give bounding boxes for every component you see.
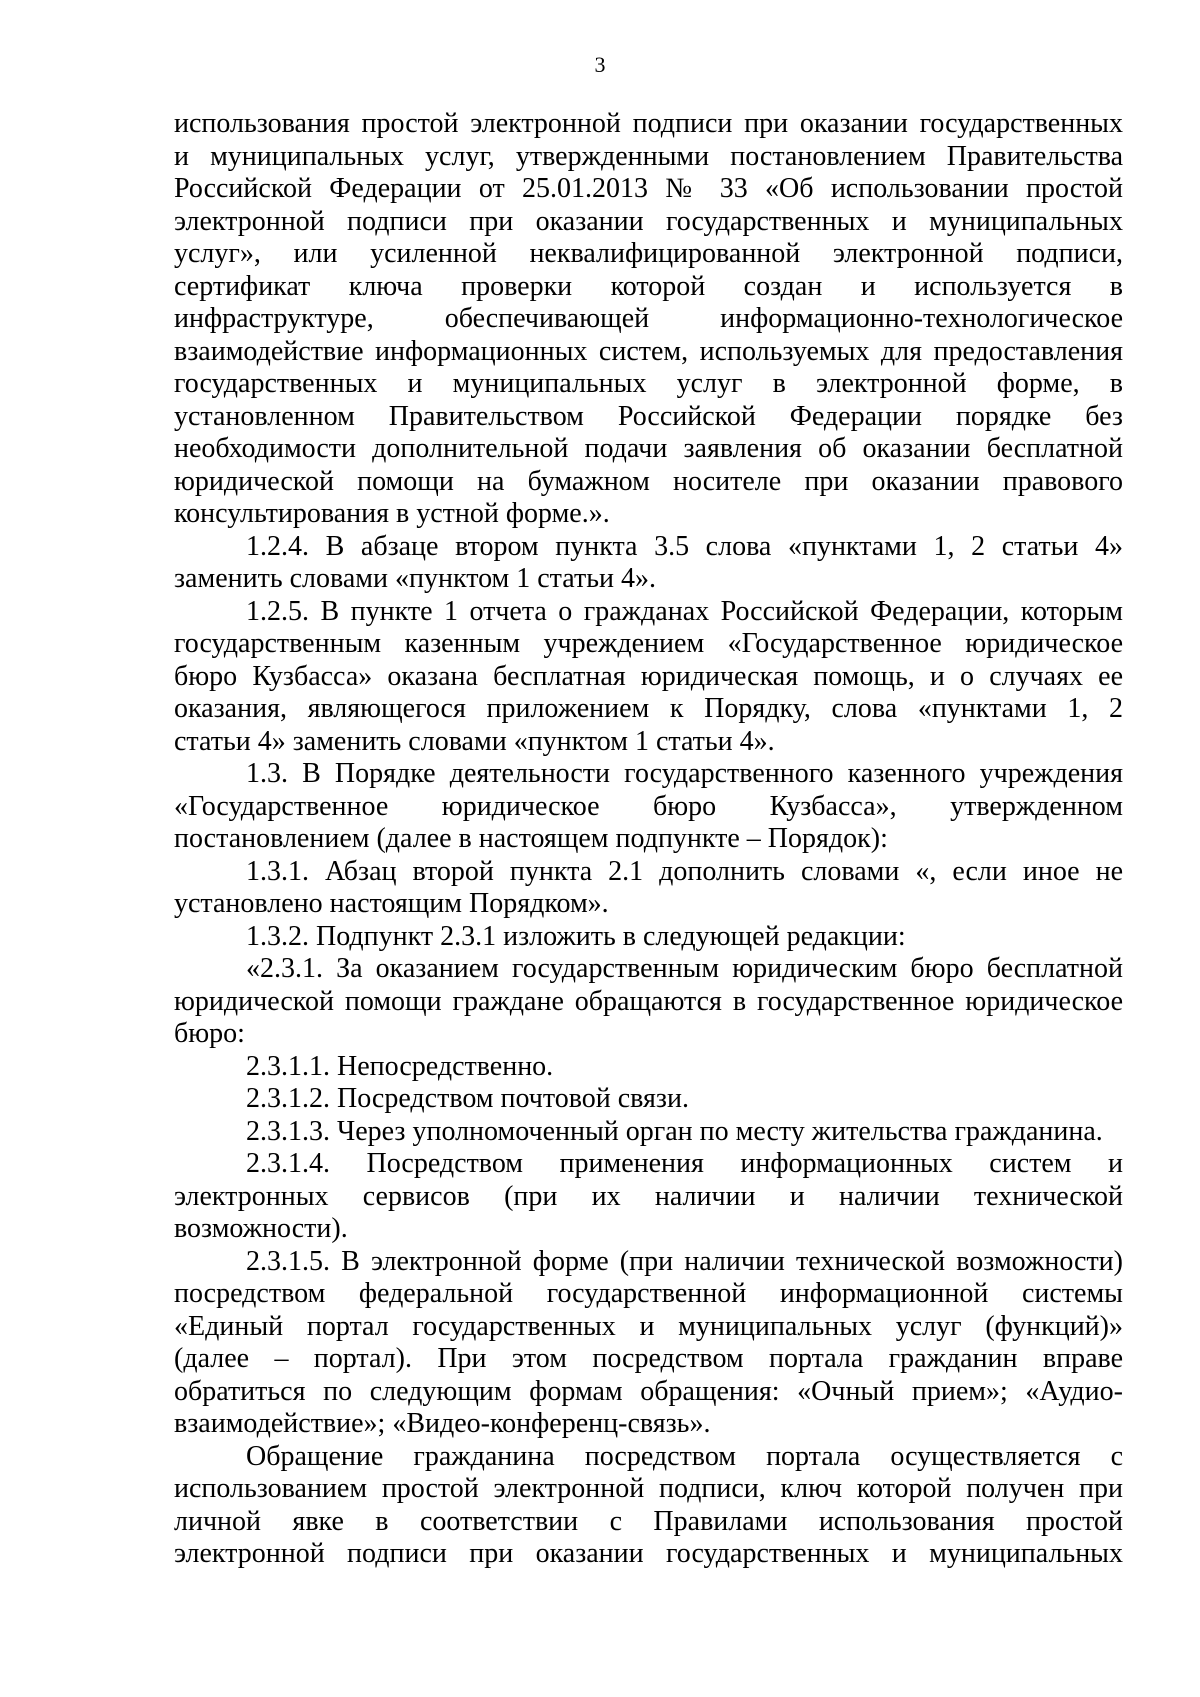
text-line: 1.2.5. В пункте 1 отчета о гражданах Российской Федерации, которым xyxy=(246,595,1123,627)
text-line: 2.3.1.4. Посредством применения информационных систем и xyxy=(246,1148,1123,1179)
text-line: личной явке в соответствии с Правилами использования простой xyxy=(174,1505,1123,1537)
text-line: 2.3.1.2. Посредством почтовой связи. xyxy=(246,1083,689,1114)
text-line: государственным казенным учреждением «Государственное юридическое xyxy=(174,628,1123,659)
text-line: 1.2.4. В абзаце втором пункта 3.5 слова «пунктами 1, 2 статьи 4» xyxy=(246,530,1123,562)
text-line: консультирования в устной форме.». xyxy=(174,498,610,529)
text-line: посредством федеральной государственной информационной системы xyxy=(174,1278,1123,1309)
text-line: инфраструктуре, обеспечивающей информационно-технологическое xyxy=(174,303,1123,334)
text-line: и муниципальных услуг, утвержденными постановлением Правительства xyxy=(174,140,1123,172)
text-line: электронных сервисов (при их наличии и наличии технической xyxy=(174,1180,1123,1212)
text-line: Обращение гражданина посредством портала осуществляется с xyxy=(246,1440,1123,1472)
text-line: постановлением (далее в настоящем подпункте – Порядок): xyxy=(174,823,888,854)
text-line: установлено настоящим Порядком». xyxy=(174,888,609,919)
text-line: электронной подписи при оказании государственных и муниципальных xyxy=(174,205,1123,237)
text-line: (далее – портал). При этом посредством портала гражданин вправе xyxy=(174,1343,1123,1374)
text-line: государственных и муниципальных услуг в электронной форме, в xyxy=(174,368,1123,399)
text-line: «Государственное юридическое бюро Кузбасса», утвержденном xyxy=(174,790,1123,822)
text-line: электронной подписи при оказании государственных и муниципальных xyxy=(174,1538,1123,1569)
text-line: 1.3.1. Абзац второй пункта 2.1 дополнить словами «, если иное не xyxy=(246,855,1123,887)
text-line: бюро Кузбасса» оказана бесплатная юридическая помощь, и о случаях ее xyxy=(174,660,1123,692)
text-line: установленном Правительством Российской Федерации порядке без xyxy=(174,400,1123,432)
text-line: юридической помощи на бумажном носителе при оказании правового xyxy=(174,465,1123,497)
text-line: услуг», или усиленной неквалифицированной электронной подписи, xyxy=(174,238,1123,269)
text-line: обратиться по следующим формам обращения: «Очный прием»; «Аудио- xyxy=(174,1375,1123,1407)
text-line: юридической помощи граждане обращаются в государственное юридическое xyxy=(174,985,1123,1017)
text-line: необходимости дополнительной подачи заявления об оказании бесплатной xyxy=(174,433,1123,464)
text-line: бюро: xyxy=(174,1018,245,1049)
text-line: 1.3. В Порядке деятельности государственного казенного учреждения xyxy=(246,758,1123,789)
text-line: Российской Федерации от 25.01.2013 № 33 «Об использовании простой xyxy=(174,173,1123,204)
text-line: «2.3.1. За оказанием государственным юридическим бюро бесплатной xyxy=(246,953,1123,984)
text-line: использования простой электронной подписи при оказании государственных xyxy=(174,108,1123,139)
text-line: взаимодействие информационных систем, используемых для предоставления xyxy=(174,335,1123,367)
text-line: 1.3.2. Подпункт 2.3.1 изложить в следующей редакции: xyxy=(246,920,906,952)
text-line: сертификат ключа проверки которой создан и используется в xyxy=(174,270,1123,302)
text-line: возможности). xyxy=(174,1213,348,1244)
text-line: оказания, являющегося приложением к Порядку, слова «пунктами 1, 2 xyxy=(174,693,1123,724)
text-line: использованием простой электронной подписи, ключ которой получен при xyxy=(174,1473,1123,1504)
document-body xyxy=(174,108,1123,1571)
text-line: 2.3.1.3. Через уполномоченный орган по месту жительства гражданина. xyxy=(246,1115,1103,1147)
text-line: «Единый портал государственных и муниципальных услуг (функций)» xyxy=(174,1310,1123,1342)
page-number: 3 xyxy=(594,52,606,77)
text-line: 2.3.1.1. Непосредственно. xyxy=(246,1050,554,1082)
text-line: 2.3.1.5. В электронной форме (при наличии технической возможности) xyxy=(246,1245,1123,1277)
text-line: статьи 4» заменить словами «пунктом 1 статьи 4». xyxy=(174,725,775,757)
text-line: взаимодействие»; «Видео-конференц-связь». xyxy=(174,1408,711,1439)
text-line: заменить словами «пунктом 1 статьи 4». xyxy=(174,563,656,594)
